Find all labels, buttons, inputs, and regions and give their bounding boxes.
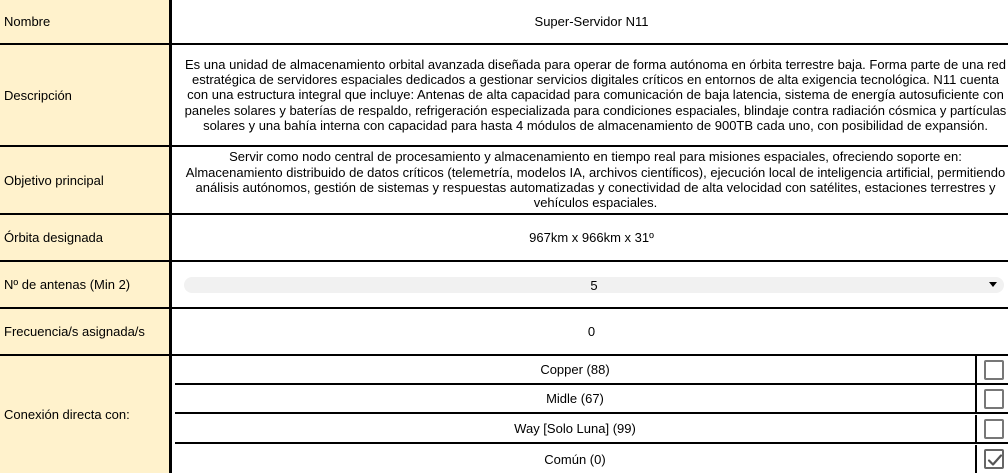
value-descripcion[interactable]: Es una unidad de almacenamiento orbital avanzada diseñada para operar de forma autónoma en órbita terrestre baja. Forma parte de una red estratégica de servidores espaciales dedicados a gestionar servicios digitales críticos en entornos de alta exigencia tecnológica. N11 cuenta con una estructura integral que incluye: Antenas de alta capacidad para comunicación de baja latencia, sistema de energía autosuficiente con paneles solares y baterías de respaldo, refrigeración especializada para condiciones espaciales, blindaje contra radiación cósmica y partículas solares y una bahía interna con capacidad para hasta 4 módulos de almacenamiento de 900TB cada uno, con posibilidad de expansión. [184, 56, 1007, 133]
checkbox-cell [975, 445, 1008, 473]
checkbox-cell [975, 385, 1008, 412]
value-frecuencia[interactable]: 0 [587, 323, 596, 339]
connection-name-midle: Midle (67) [546, 391, 604, 406]
connection-row-comun [175, 445, 1008, 473]
connection-name-way: Way [Solo Luna] (99) [514, 421, 636, 436]
checkbox-comun[interactable] [984, 449, 1004, 469]
row-orbita [0, 215, 1008, 262]
label-objetivo: Objetivo principal [0, 147, 172, 213]
label-conexion: Conexión directa con: [0, 356, 172, 473]
checkbox-cell [975, 415, 1008, 442]
checkbox-midle[interactable] [984, 389, 1004, 409]
antenas-dropdown[interactable] [184, 277, 1004, 293]
row-descripcion [0, 45, 1008, 147]
check-icon [987, 452, 1003, 468]
label-antenas: Nº de antenas (Min 2) [0, 262, 172, 307]
value-objetivo[interactable]: Servir como nodo central de procesamiento y almacenamiento en tiempo real para misiones espaciales, ofreciendo soporte en: Almacenamiento distribuido de datos críticos (telemetría, modelos IA, archivos científicos), ejecución local de inteligencia artificial, permitiendo análisis autónomos, gestión de sistemas y respuestas automatizadas y conectividad de alta velocidad con satélites, estaciones terrestres y vehículos espaciales. [185, 149, 1006, 211]
row-frecuencia [0, 309, 1008, 356]
connection-row-copper [175, 356, 1008, 385]
connection-row-midle [175, 385, 1008, 414]
label-descripcion: Descripción [0, 45, 172, 145]
checkbox-cell [975, 356, 1008, 383]
label-orbita: Órbita designada [0, 215, 172, 260]
label-nombre: Nombre [0, 0, 172, 43]
checkbox-way[interactable] [984, 419, 1004, 439]
row-objetivo [0, 147, 1008, 215]
antenas-selected-value: 5 [590, 277, 598, 293]
row-nombre [0, 0, 1008, 45]
row-antenas [0, 262, 1008, 309]
label-frecuencia: Frecuencia/s asignada/s [0, 309, 172, 354]
row-conexion [0, 356, 1008, 473]
chevron-down-icon[interactable] [989, 282, 997, 287]
connection-row-way [175, 415, 1008, 444]
value-orbita[interactable]: 967km x 966km x 31º [529, 229, 654, 245]
connection-name-comun: Común (0) [544, 451, 606, 467]
checkbox-copper[interactable] [984, 360, 1004, 380]
value-nombre[interactable]: Super-Servidor N11 [534, 13, 649, 29]
connection-name-copper: Copper (88) [540, 362, 610, 377]
